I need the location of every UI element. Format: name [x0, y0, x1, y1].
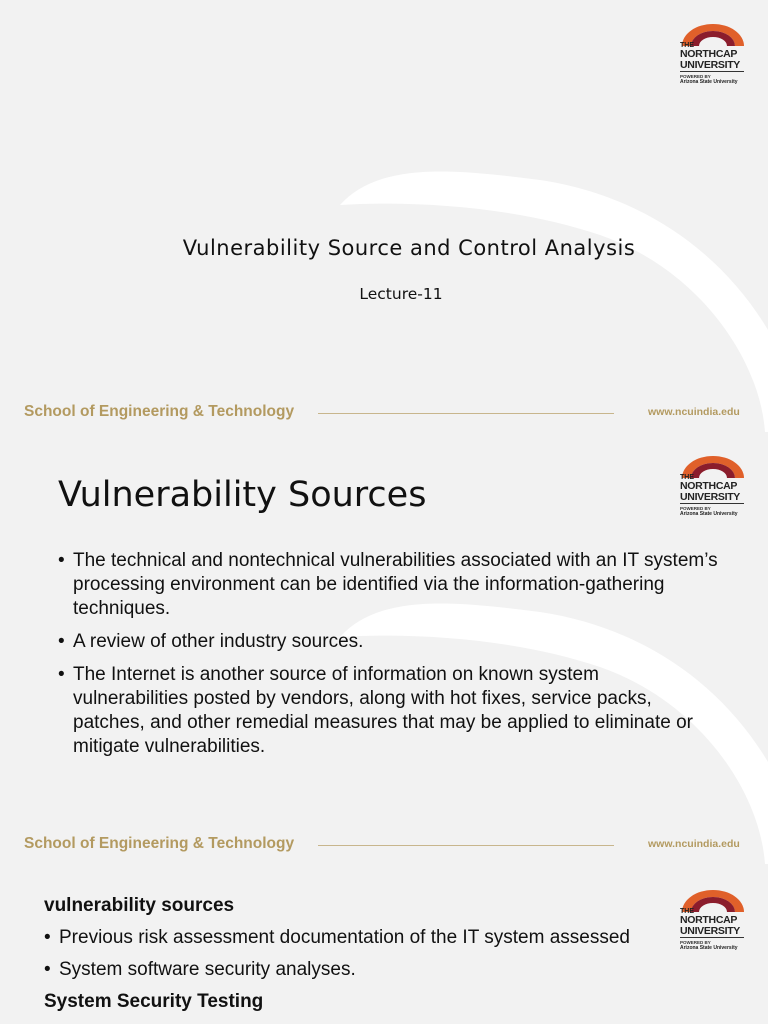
logo-text-asu: Arizona State University — [680, 945, 738, 951]
slide-title: Vulnerability Source and Control Analysis — [182, 236, 636, 260]
bullet-item: • System software security analyses. — [44, 958, 356, 982]
logo-text-powered: POWERED BY — [680, 74, 711, 79]
title-slide — [0, 0, 768, 432]
logo-text-powered: POWERED BY — [680, 940, 711, 945]
logo-text-the: THE — [680, 42, 694, 49]
footer-website: www.ncuindia.edu — [648, 838, 740, 850]
footer-school: School of Engineering & Technology — [24, 835, 295, 852]
logo-text-northcap: NORTHCAP — [680, 914, 738, 926]
slide-title: Vulnerability Sources — [58, 475, 427, 515]
university-logo — [678, 456, 748, 520]
bullet-item: • The Internet is another source of information on known system vulnerabilities posted by vendors, along with hot fixes, service packs, patches, and other remedial measures that may be applied to eliminate or mitigate vulnerabilities. — [58, 663, 718, 759]
logo-divider — [680, 937, 744, 938]
university-logo — [678, 24, 748, 88]
section-heading: vulnerability sources — [44, 895, 235, 916]
logo-text-university: UNIVERSITY — [680, 59, 741, 71]
logo-text-northcap: NORTHCAP — [680, 480, 738, 492]
logo-text-university: UNIVERSITY — [680, 491, 741, 503]
bullet-item: • The technical and nontechnical vulnerabilities associated with an IT system’s processing environment can be identified via the information-gathering techniques. — [58, 549, 718, 621]
logo-text-asu: Arizona State University — [680, 511, 738, 517]
logo-text-university: UNIVERSITY — [680, 925, 741, 937]
logo-text-the: THE — [680, 908, 694, 915]
background-swoosh — [0, 0, 768, 432]
footer-website: www.ncuindia.edu — [648, 406, 740, 418]
footer-school: School of Engineering & Technology — [24, 403, 295, 420]
logo-text-powered: POWERED BY — [680, 506, 711, 511]
university-logo — [678, 890, 748, 954]
section-heading: System Security Testing — [44, 991, 264, 1012]
bullet-list — [58, 549, 718, 768]
bullet-item: • A review of other industry sources. — [58, 630, 718, 654]
slide-subtitle: Lecture-11 — [359, 285, 443, 303]
logo-text-the: THE — [680, 474, 694, 481]
logo-divider — [680, 71, 744, 72]
footer-divider — [318, 845, 614, 846]
footer-divider — [318, 413, 614, 414]
logo-text-asu: Arizona State University — [680, 79, 738, 85]
bullet-item: • Previous risk assessment documentation of the IT system assessed — [44, 926, 630, 950]
logo-text-northcap: NORTHCAP — [680, 48, 738, 60]
logo-divider — [680, 503, 744, 504]
